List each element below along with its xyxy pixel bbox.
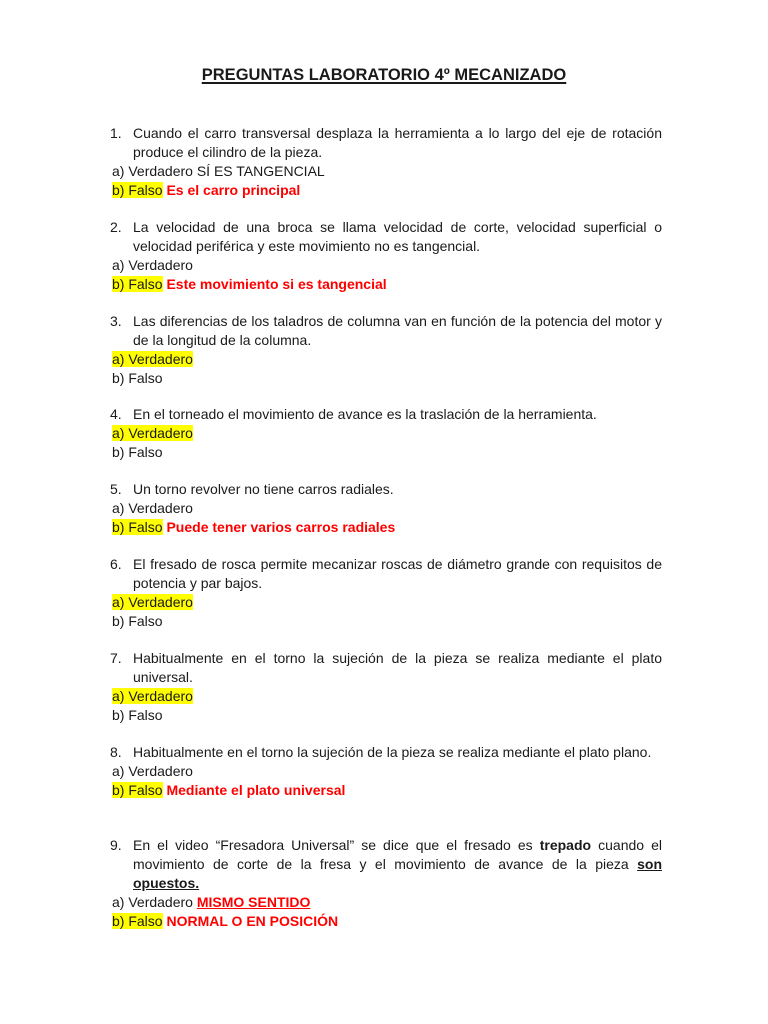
option-a: a) Verdadero — [112, 351, 193, 367]
question-7 — [110, 649, 662, 725]
option-b: b) Falso Es el carro principal — [112, 182, 301, 198]
question-number: 2. — [110, 219, 122, 235]
answer-note: Este movimiento si es tangencial — [166, 276, 387, 292]
page-title: PREGUNTAS LABORATORIO 4º MECANIZADO — [201, 66, 567, 84]
option-b: b) Falso Puede tener varios carros radiales — [112, 519, 396, 535]
question-text: La velocidad de una broca se llama velocidad de corte, velocidad superficial o velocidad periférica y este movimiento no es tangencial. — [133, 219, 662, 254]
option-b: b) Falso — [112, 444, 163, 460]
option-b: b) Falso — [112, 613, 163, 629]
question-number: 9. — [110, 837, 122, 853]
question-text: En el torneado el movimiento de avance es la traslación de la herramienta. — [133, 406, 597, 422]
question-number: 5. — [110, 481, 122, 497]
option-a: a) Verdadero — [112, 594, 193, 610]
answer-note: Puede tener varios carros radiales — [166, 519, 396, 535]
question-3 — [110, 312, 662, 388]
option-a: a) Verdadero — [112, 688, 193, 704]
answer-note: MISMO SENTIDO — [196, 894, 311, 910]
option-b: b) Falso Mediante el plato universal — [112, 782, 346, 798]
option-a: a) Verdadero — [112, 425, 193, 441]
option-b: b) Falso Este movimiento si es tangencial — [112, 276, 387, 292]
question-text: Un torno revolver no tiene carros radiales. — [133, 481, 394, 497]
question-text: En el video “Fresadora Universal” se dice que el fresado es trepado cuando el movimiento de corte de la fresa y el movimiento de avance de la pieza son opuestos. — [133, 837, 663, 891]
answer-note: Es el carro principal — [166, 182, 301, 198]
question-text: El fresado de rosca permite mecanizar roscas de diámetro grande con requisitos de potencia y par bajos. — [133, 556, 662, 591]
question-6 — [110, 555, 662, 631]
option-a: a) Verdadero MISMO SENTIDO — [112, 894, 311, 910]
question-number: 3. — [110, 313, 122, 329]
answer-note: Mediante el plato universal — [166, 782, 346, 798]
question-text: Habitualmente en el torno la sujeción de la pieza se realiza mediante el plato plano. — [133, 744, 652, 760]
question-number: 8. — [110, 744, 122, 760]
question-text: Cuando el carro transversal desplaza la herramienta a lo largo del eje de rotación produce el cilindro de la pieza. — [133, 125, 662, 160]
option-a: a) Verdadero — [112, 763, 193, 779]
question-number: 4. — [110, 406, 122, 422]
answer-note: NORMAL O EN POSICIÓN — [166, 913, 339, 929]
question-text: Habitualmente en el torno la sujeción de la pieza se realiza mediante el plato universal. — [133, 650, 662, 685]
question-number: 6. — [110, 556, 122, 572]
option-a: a) Verdadero — [112, 500, 193, 516]
question-1 — [110, 124, 662, 200]
question-4 — [110, 405, 662, 462]
option-b: b) Falso — [112, 370, 163, 386]
option-a: a) Verdadero — [112, 257, 193, 273]
question-9 — [110, 836, 662, 931]
question-number: 1. — [110, 125, 122, 141]
option-b: b) Falso NORMAL O EN POSICIÓN — [112, 913, 339, 929]
question-5 — [110, 480, 662, 537]
question-number: 7. — [110, 650, 122, 666]
question-8 — [110, 743, 662, 800]
option-b: b) Falso — [112, 707, 163, 723]
question-text: Las diferencias de los taladros de columna van en función de la potencia del motor y de la longitud de la columna. — [133, 313, 662, 348]
question-2 — [110, 218, 662, 294]
option-a: a) Verdadero SÍ ES TANGENCIAL — [112, 163, 325, 179]
